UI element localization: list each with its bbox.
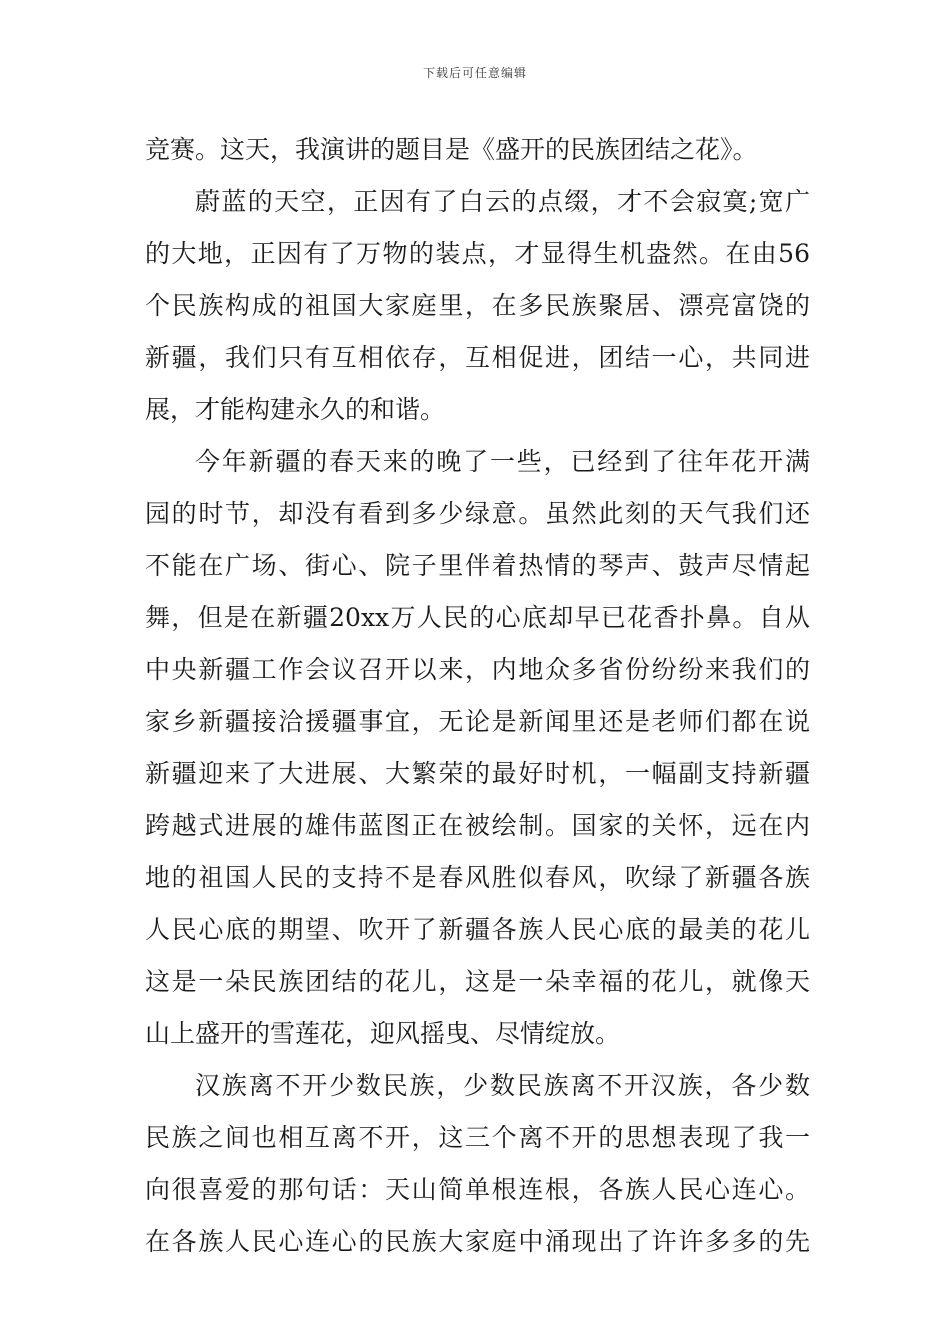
text-line: 在各族人民心连心的民族大家庭中涌现出了许许多多的先 [145, 1227, 810, 1256]
text-line: 家乡新疆接洽援疆事宜，无论是新闻里还是老师们都在说 [145, 707, 810, 736]
text-line: 民族之间也相互离不开，这三个离不开的思想表现了我一 [145, 1123, 810, 1152]
text-line: 地的祖国人民的支持不是春风胜似春风，吹绿了新疆各族 [145, 863, 810, 892]
text-line: 蔚蓝的天空，正因有了白云的点缀，才不会寂寞;宽广 [195, 187, 810, 216]
text-line: 个民族构成的祖国大家庭里，在多民族聚居、漂亮富饶的 [145, 291, 810, 320]
text-line: 汉族离不开少数民族，少数民族离不开汉族，各少数 [195, 1071, 810, 1100]
text-line: 不能在广场、街心、院子里伴着热情的琴声、鼓声尽情起 [145, 551, 810, 580]
text-line: 今年新疆的春天来的晚了一些，已经到了往年花开满 [195, 447, 810, 476]
page-header: 下载后可任意编辑 [422, 66, 527, 80]
text-line: 新疆迎来了大进展、大繁荣的最好时机，一幅副支持新疆 [145, 759, 810, 788]
body-text [145, 124, 810, 1268]
text-line: 园的时节，却没有看到多少绿意。虽然此刻的天气我们还 [145, 499, 810, 528]
text-line: 这是一朵民族团结的花儿，这是一朵幸福的花儿，就像天 [145, 967, 810, 996]
text-line: 向很喜爱的那句话：天山简单根连根，各族人民心连心。 [145, 1175, 810, 1204]
text-line: 竞赛。这天，我演讲的题目是《盛开的民族团结之花》。 [145, 135, 758, 164]
text-line: 山上盛开的雪莲花，迎风摇曳、尽情绽放。 [145, 1019, 621, 1048]
text-line: 人民心底的期望、吹开了新疆各族人民心底的最美的花儿 [145, 915, 810, 944]
text-line: 中央新疆工作会议召开以来，内地众多省份纷纷来我们的 [145, 655, 810, 684]
text-line: 舞，但是在新疆20xx万人民的心底却早已花香扑鼻。自从 [145, 603, 810, 632]
text-line: 展，才能构建永久的和谐。 [145, 395, 446, 424]
text-line: 新疆，我们只有互相依存，互相促进，团结一心，共同进 [145, 343, 810, 372]
text-line: 跨越式进展的雄伟蓝图正在被绘制。国家的关怀，远在内 [145, 811, 810, 840]
text-line: 的大地，正因有了万物的装点，才显得生机盎然。在由56 [145, 239, 810, 268]
